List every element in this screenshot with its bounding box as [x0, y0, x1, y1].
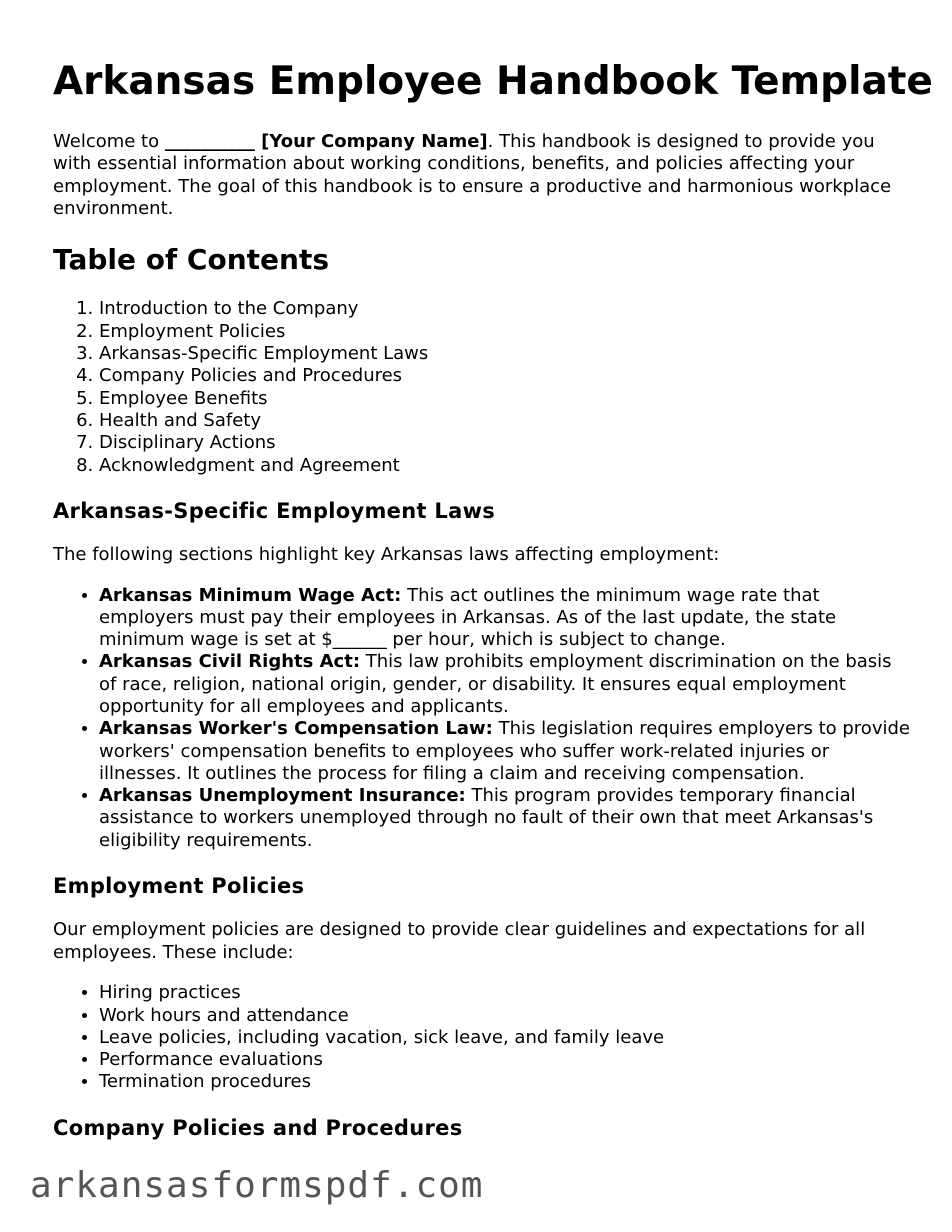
law-text: This act outlines the minimum wage rate that employers must pay their employees in Arkansas. As of the last update, the state minimum wage is set at $______ per hour, which is subject to change.	[99, 584, 837, 651]
law-term: Arkansas Minimum Wage Act:	[99, 584, 402, 606]
toc-item: 7. Disciplinary Actions	[99, 432, 913, 454]
company-policies-heading: Company Policies and Procedures	[53, 1115, 463, 1140]
law-text: This law prohibits employment discrimination on the basis of race, religion, national origin, gender, or disability. It ensures equal employment opportunity for all employees and applicants.	[99, 651, 892, 717]
policy-item: • Performance evaluations	[99, 1049, 913, 1071]
laws-list	[53, 585, 913, 853]
intro-prefix: Welcome to	[53, 130, 165, 152]
page-title: Arkansas Employee Handbook Template	[53, 59, 933, 104]
toc-item: 3. Arkansas-Specific Employment Laws	[99, 343, 913, 365]
intro-suffix: . This handbook is designed to provide you with essential information about working conditions, benefits, and policies affecting your employment. The goal of this handbook is to ensure a productive and harmonious workplace environment.	[53, 130, 892, 220]
policies-heading: Employment Policies	[53, 874, 305, 899]
law-item	[99, 651, 913, 718]
law-item	[99, 718, 913, 785]
toc-item: 4. Company Policies and Procedures	[99, 365, 913, 387]
site-watermark: arkansasformspdf.com	[30, 1165, 484, 1206]
policies-lead: Our employment policies are designed to provide clear guidelines and expectations for all employees. These include:	[53, 919, 866, 963]
laws-lead: The following sections highlight key Arkansas laws affecting employment:	[53, 544, 720, 565]
toc-item: 1. Introduction to the Company	[99, 298, 913, 320]
toc-list	[53, 298, 913, 476]
toc-item: 8. Acknowledgment and Agreement	[99, 455, 913, 477]
toc-heading: Table of Contents	[53, 242, 330, 276]
law-term: Arkansas Civil Rights Act:	[99, 651, 361, 673]
law-text: This legislation requires employers to provide workers' compensation benefits to employees who suffer work-related injuries or illnesses. It outlines the process for filing a claim and receiving compensation.	[99, 718, 910, 784]
document-page	[53, 59, 933, 1161]
law-term: Arkansas Unemployment Insurance:	[99, 785, 466, 807]
law-term: Arkansas Worker's Compensation Law:	[99, 718, 493, 740]
law-item	[99, 585, 913, 652]
law-item	[99, 785, 913, 852]
intro-paragraph	[53, 131, 913, 221]
toc-item: 2. Employment Policies	[99, 321, 913, 343]
policy-item: • Work hours and attendance	[99, 1005, 913, 1027]
policy-item: • Hiring practices	[99, 982, 913, 1004]
policies-list	[53, 982, 913, 1093]
toc-item: 5. Employee Benefits	[99, 388, 913, 410]
policy-item: • Leave policies, including vacation, sick leave, and family leave	[99, 1027, 913, 1049]
policy-item: • Termination procedures	[99, 1071, 913, 1093]
toc-item: 6. Health and Safety	[99, 410, 913, 432]
company-name-blank: __________ [Your Company Name]	[164, 130, 488, 152]
laws-heading: Arkansas-Specific Employment Laws	[53, 498, 496, 523]
law-text: This program provides temporary financial assistance to workers unemployed through no fault of their own that meet Arkansas's eligibility requirements.	[99, 785, 874, 851]
